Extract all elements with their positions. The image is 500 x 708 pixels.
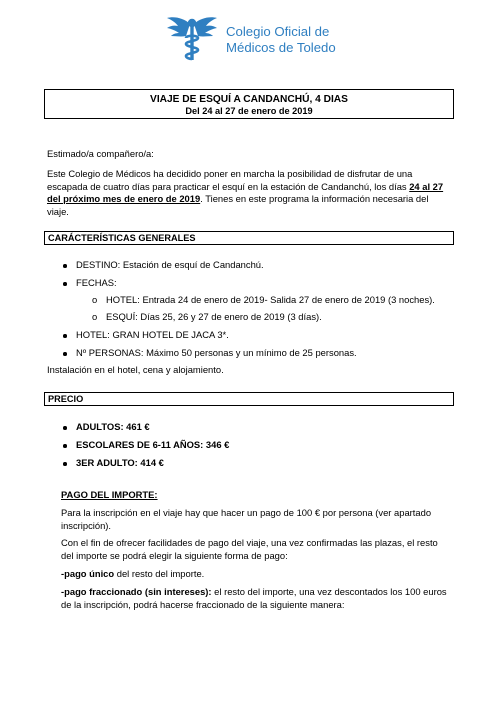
bullet-icon xyxy=(63,444,67,448)
title-box xyxy=(44,89,454,119)
document-page: Colegio Oficial de Médicos de Toledo VIAJE DE ESQUÍ A CANDANCHÚ, 4 DIAS Del 24 al 27 de enero de 2019 Estimado/a compañero/a: Este Colegio de Médicos ha decidido poner en marcha la posibilidad de disfrutar de una escapada de cuatro días para practicar el esquí en la estación de Candanchú, los días 24 al 27 del próximo mes de enero de 2019. Tienes en este programa la información necesaria del viaje. CARÁCTERÍSTICAS GENERALES DESTINO: Estación de esquí de Candanchú. FECHAS: o HOTEL: Entrada 24 de enero de 2019- Salida 27 de enero de 2019 (3 noches). o ESQUÍ: Días 25, 26 y 27 de enero de 2019 (3 días). HOTEL: GRAN HOTEL DE JACA 3*. Nº PERSONAS: Máximo 50 personas y un mínimo de 25 personas. Instalación en el hotel, cena y alojamiento. PRECIO ADULTOS: 461 € ESCOLARES DE 6-11 AÑOS: 346 € 3ER ADULTO: 414 € PAGO DEL IMPORTE: Para la inscripción en el viaje hay que hacer un pago de 100 € por persona (ver apartado inscripción). Con el fin de ofrecer facilidades de pago del viaje, una vez confirmadas las plazas, el resto del importe se podrá elegir la siguiente forma de pago: -pago único del resto del importe. -pago fraccionado (sin intereses): el resto del importe, una vez descontados los 100 euros de la inscripción, podrá hacerse fraccionado de la siguiente manera: xyxy=(0,0,500,708)
payment-heading: PAGO DEL IMPORTE: xyxy=(61,489,158,500)
logo-text-line-1: Colegio Oficial de xyxy=(226,24,330,39)
circle-bullet-icon: o xyxy=(92,311,98,322)
greeting: Estimado/a compañero/a: xyxy=(47,148,154,159)
payment-option-unico: -pago único del resto del importe. xyxy=(61,568,205,579)
college-logo xyxy=(166,14,366,62)
document-subtitle-dates: Del 24 al 27 de enero de 2019 xyxy=(185,105,313,116)
circle-bullet-icon: o xyxy=(92,294,98,305)
document-title: VIAJE DE ESQUÍ A CANDANCHÚ, 4 DIAS xyxy=(150,94,348,105)
caduceus-wings-icon xyxy=(166,14,218,64)
logo-text-line-2: Médicos de Toledo xyxy=(226,40,336,55)
bullet-icon xyxy=(63,426,67,430)
section-heading-general: CARÁCTERÍSTICAS GENERALES xyxy=(44,231,454,245)
section-heading-precio: PRECIO xyxy=(44,392,454,406)
bullet-icon xyxy=(63,264,67,268)
bullet-icon xyxy=(63,352,67,356)
bullet-icon xyxy=(63,334,67,338)
intro-paragraph: Este Colegio de Médicos ha decidido poner en marcha la posibilidad de disfrutar de una escapada de cuatro días para practicar el esquí en la estación de Candanchú, los días 24 al 27 del próximo mes de enero de 2019. Tienes en este programa la información necesaria del viaje. xyxy=(47,168,444,218)
payment-paragraph-2: Con el fin de ofrecer facilidades de pago del viaje, una vez confirmadas las plazas, el resto del importe se podrá elegir la siguiente forma de pago: xyxy=(61,537,438,561)
instalacion-text: Instalación en el hotel, cena y alojamiento. xyxy=(47,364,224,375)
bullet-icon xyxy=(63,462,67,466)
bullet-icon xyxy=(63,282,67,286)
payment-option-fraccionado: -pago fraccionado (sin intereses): el resto del importe, una vez descontados los 100 euros de la inscripción, podrá hacerse fraccionado de la siguiente manera: xyxy=(61,586,447,610)
trip-dates-highlight: 24 al 27 del próximo mes de enero de 2019 xyxy=(47,180,444,205)
payment-paragraph-1: Para la inscripción en el viaje hay que hacer un pago de 100 € por persona (ver apartado inscripción). xyxy=(61,507,432,531)
